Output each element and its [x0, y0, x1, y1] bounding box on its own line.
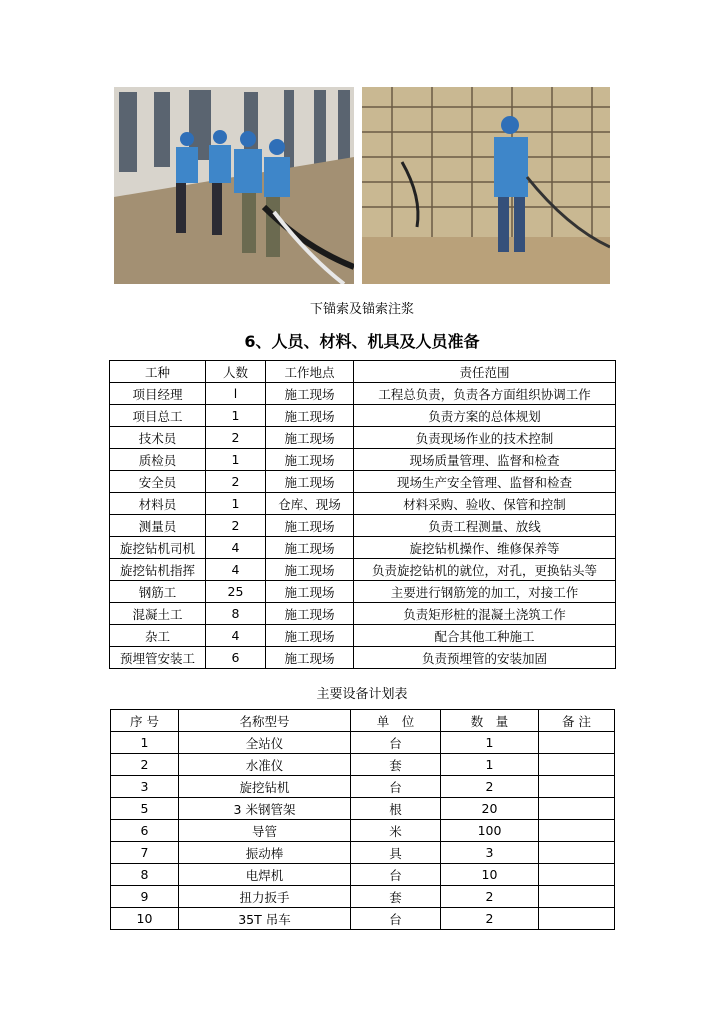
photo-anchor-grouting: [362, 87, 610, 284]
table-cell: 仓库、现场: [266, 493, 354, 515]
table-cell: 项目经理: [110, 383, 206, 405]
table-cell: 1: [441, 732, 539, 754]
table-cell: 负责工程测量、放线: [354, 515, 616, 537]
table-cell: 20: [441, 798, 539, 820]
table-cell: 负责矩形桩的混凝土浇筑工作: [354, 603, 616, 625]
table-row: [110, 405, 616, 427]
table-cell: 套: [351, 886, 441, 908]
table-cell: 2: [206, 427, 266, 449]
header-cell: 人数: [206, 361, 266, 383]
table-cell: 扭力扳手: [179, 886, 351, 908]
table-cell: 套: [351, 754, 441, 776]
table-cell: 现场质量管理、监督和检查: [354, 449, 616, 471]
header-cell: 单 位: [351, 710, 441, 732]
table-cell: 负责方案的总体规划: [354, 405, 616, 427]
table-cell: 施工现场: [266, 559, 354, 581]
photo-anchor-cable-team: [114, 87, 354, 284]
table-cell: 施工现场: [266, 603, 354, 625]
table-cell: 台: [351, 908, 441, 930]
table-cell: 台: [351, 776, 441, 798]
table-cell: 35T 吊车: [179, 908, 351, 930]
header-cell: 工作地点: [266, 361, 354, 383]
table-row: [110, 515, 616, 537]
header-cell: 序 号: [111, 710, 179, 732]
table-cell: 1: [206, 493, 266, 515]
table-cell: [539, 842, 615, 864]
table-cell: 施工现场: [266, 515, 354, 537]
table-cell: 25: [206, 581, 266, 603]
table-row: [111, 886, 615, 908]
table-cell: 施工现场: [266, 581, 354, 603]
table-cell: 3: [441, 842, 539, 864]
table-cell: 4: [206, 537, 266, 559]
table-cell: 旋挖钻机司机: [110, 537, 206, 559]
table-cell: 施工现场: [266, 427, 354, 449]
table-cell: 1: [206, 449, 266, 471]
table-cell: 施工现场: [266, 383, 354, 405]
table-cell: 旋挖钻机操作、维修保养等: [354, 537, 616, 559]
table-cell: [539, 732, 615, 754]
table-cell: [539, 820, 615, 842]
table-cell: 钢筋工: [110, 581, 206, 603]
table-cell: 2: [206, 471, 266, 493]
table-row: [111, 820, 615, 842]
header-cell: 名称型号: [179, 710, 351, 732]
table-cell: 3: [111, 776, 179, 798]
table-row: [110, 625, 616, 647]
table-cell: 10: [111, 908, 179, 930]
table-cell: 全站仪: [179, 732, 351, 754]
equipment-table-title: 主要设备计划表: [316, 687, 408, 702]
table-cell: 施工现场: [266, 537, 354, 559]
table-cell: [539, 908, 615, 930]
table-cell: 4: [206, 625, 266, 647]
table-row: [110, 471, 616, 493]
table-cell: 技术员: [110, 427, 206, 449]
table-cell: 电焊机: [179, 864, 351, 886]
table-row: [110, 603, 616, 625]
table-row: [110, 493, 616, 515]
table-cell: 台: [351, 732, 441, 754]
table-cell: 2: [111, 754, 179, 776]
staff-table: [109, 360, 616, 669]
table-cell: 1: [206, 405, 266, 427]
table-cell: 主要进行钢筋笼的加工，对接工作: [354, 581, 616, 603]
table-cell: 质检员: [110, 449, 206, 471]
table-cell: 8: [111, 864, 179, 886]
table-cell: 2: [441, 776, 539, 798]
table-cell: 振动棒: [179, 842, 351, 864]
table-cell: 4: [206, 559, 266, 581]
table-cell: 预埋管安装工: [110, 647, 206, 669]
equipment-table: [110, 709, 615, 930]
table-cell: 安全员: [110, 471, 206, 493]
table-cell: 现场生产安全管理、监督和检查: [354, 471, 616, 493]
table-cell: 根: [351, 798, 441, 820]
table-cell: 施工现场: [266, 405, 354, 427]
table-cell: l: [206, 383, 266, 405]
table-cell: 施工现场: [266, 625, 354, 647]
table-cell: 水准仪: [179, 754, 351, 776]
table-cell: 施工现场: [266, 449, 354, 471]
table-cell: [539, 864, 615, 886]
table-header-row: [111, 710, 615, 732]
table-row: [111, 842, 615, 864]
header-cell: 备 注: [539, 710, 615, 732]
table-cell: 8: [206, 603, 266, 625]
table-cell: 5: [111, 798, 179, 820]
photo-row: [114, 87, 610, 284]
table-cell: 施工现场: [266, 647, 354, 669]
table-cell: 负责现场作业的技术控制: [354, 427, 616, 449]
table-cell: 6: [206, 647, 266, 669]
table-row: [111, 732, 615, 754]
table-row: [111, 754, 615, 776]
table-cell: 项目总工: [110, 405, 206, 427]
table-header-row: [110, 361, 616, 383]
section-title: 6、人员、材料、机具及人员准备: [244, 332, 480, 351]
table-row: [110, 647, 616, 669]
table-row: [110, 537, 616, 559]
table-row: [110, 581, 616, 603]
table-cell: 1: [441, 754, 539, 776]
table-row: [111, 908, 615, 930]
table-cell: 2: [206, 515, 266, 537]
table-cell: 100: [441, 820, 539, 842]
table-cell: 负责预埋管的安装加固: [354, 647, 616, 669]
table-cell: [539, 776, 615, 798]
table-cell: 混凝土工: [110, 603, 206, 625]
table-row: [110, 559, 616, 581]
table-cell: 工程总负责，负责各方面组织协调工作: [354, 383, 616, 405]
table-row: [111, 776, 615, 798]
table-cell: 2: [441, 908, 539, 930]
table-cell: 9: [111, 886, 179, 908]
table-cell: 7: [111, 842, 179, 864]
table-cell: [539, 754, 615, 776]
table-cell: 2: [441, 886, 539, 908]
table-cell: 施工现场: [266, 471, 354, 493]
header-cell: 数 量: [441, 710, 539, 732]
table-cell: 米: [351, 820, 441, 842]
table-cell: 台: [351, 864, 441, 886]
table-cell: 10: [441, 864, 539, 886]
table-cell: 配合其他工种施工: [354, 625, 616, 647]
table-cell: 导管: [179, 820, 351, 842]
table-cell: 材料采购、验收、保管和控制: [354, 493, 616, 515]
table-cell: 具: [351, 842, 441, 864]
table-cell: 负责旋挖钻机的就位，对孔，更换钻头等: [354, 559, 616, 581]
header-cell: 责任范围: [354, 361, 616, 383]
table-row: [110, 383, 616, 405]
table-cell: 1: [111, 732, 179, 754]
table-cell: 杂工: [110, 625, 206, 647]
table-row: [111, 864, 615, 886]
table-cell: 测量员: [110, 515, 206, 537]
table-row: [110, 449, 616, 471]
header-cell: 工种: [110, 361, 206, 383]
table-row: [110, 427, 616, 449]
table-cell: 旋挖钻机指挥: [110, 559, 206, 581]
photo-caption: 下锚索及锚索注浆: [309, 302, 414, 317]
table-cell: [539, 886, 615, 908]
table-cell: 3 米钢管架: [179, 798, 351, 820]
table-cell: [539, 798, 615, 820]
table-cell: 旋挖钻机: [179, 776, 351, 798]
table-cell: 6: [111, 820, 179, 842]
table-cell: 材料员: [110, 493, 206, 515]
table-row: [111, 798, 615, 820]
